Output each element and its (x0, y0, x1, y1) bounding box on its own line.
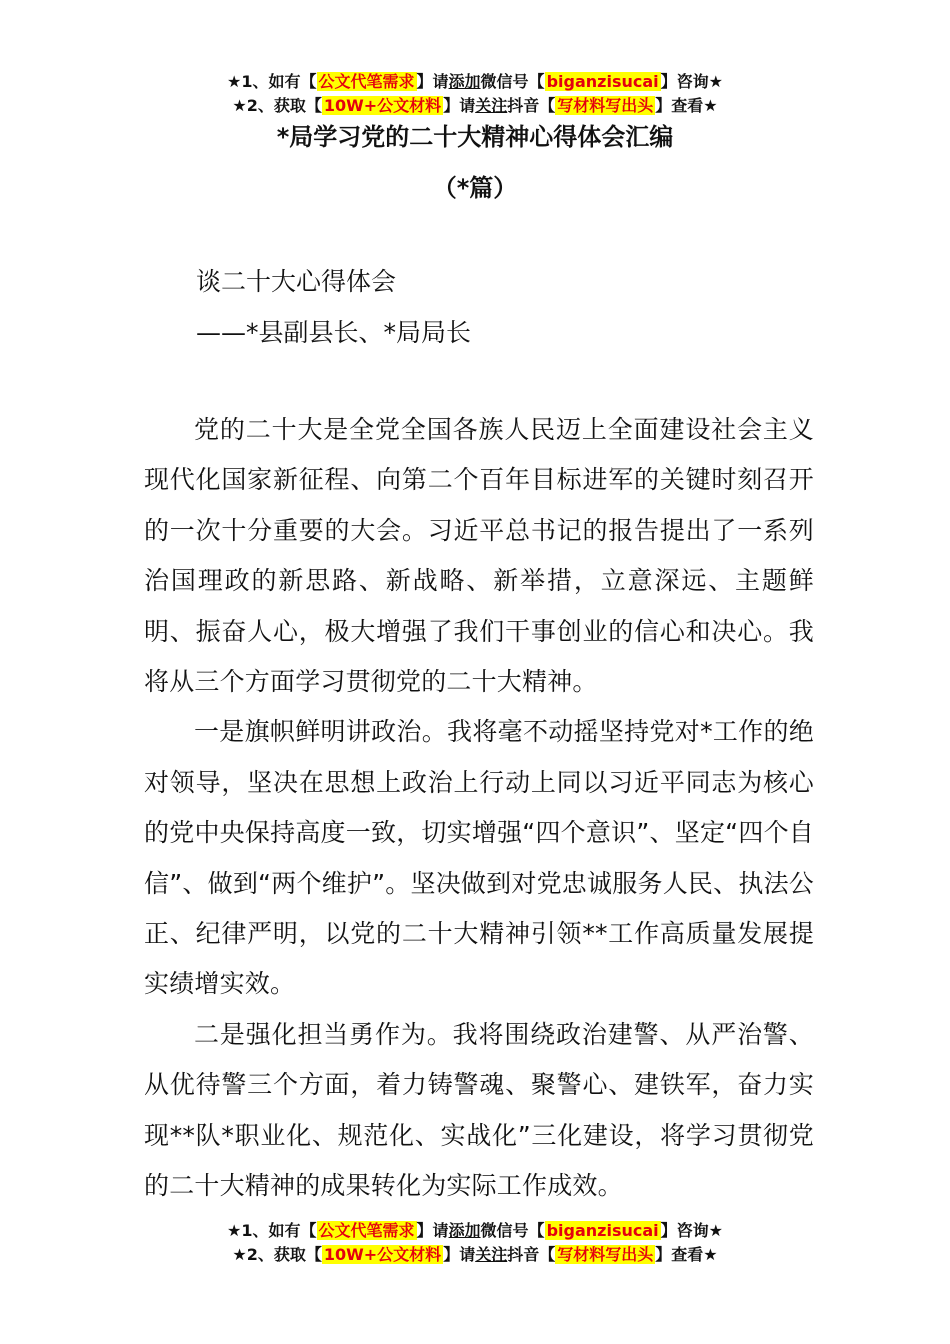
article-author: ——*县副县长、*局局长 (196, 318, 472, 347)
banner-highlight: 公文代笔需求 (318, 72, 415, 91)
banner-highlight: biganzisucai (546, 72, 659, 91)
banner-text: ★1、如有【 (227, 1221, 317, 1240)
article-body (144, 405, 814, 1212)
banner-highlight: 写材料写出头 (557, 1245, 654, 1264)
banner-underline: 添加 (448, 72, 481, 91)
banner-text: 】查看★ (655, 1245, 718, 1264)
banner-highlight: 10W+公文材料 (323, 96, 442, 115)
banner-underline: 关注 (475, 1245, 508, 1264)
banner-highlight: 公文代笔需求 (318, 1221, 415, 1240)
banner-text: 】请 (443, 1245, 476, 1264)
paragraph: 一是旗帜鲜明讲政治。我将毫不动摇坚持党对*工作的绝对领导，坚决在思想上政治上行动上同以习近平同志为核心的党中央保持高度一致，切实增强“四个意识”、坚定“四个自信”、做到“两个维护”。坚决做到对党忠诚服务人民、执法公正、纪律严明，以党的二十大精神引领**工作高质量发展提实绩增实效。 (144, 717, 814, 999)
banner-text: 微信号【 (480, 1221, 545, 1240)
banner-text: 】请 (416, 72, 449, 91)
article-title: 谈二十大心得体会 (196, 267, 397, 296)
document-title: *局学习党的二十大精神心得体会汇编 (276, 123, 674, 151)
banner-text: 】请 (443, 96, 476, 115)
banner-highlight: 10W+公文材料 (323, 1245, 442, 1264)
banner-text: 】咨询★ (660, 72, 723, 91)
bottom-banner-line-2 (0, 1243, 950, 1267)
banner-text: 】请 (416, 1221, 449, 1240)
paragraph: 二是强化担当勇作为。我将围绕政治建警、从严治警、从优待警三个方面，着力铸警魂、聚警心、建铁军，奋力实现**队*职业化、规范化、实战化”三化建设，将学习贯彻党的二十大精神的成果转化为实际工作成效。 (144, 1019, 814, 1201)
banner-text: 抖音【 (507, 1245, 556, 1264)
banner-underline: 添加 (448, 1221, 481, 1240)
banner-text: ★2、获取【 (232, 1245, 322, 1264)
banner-underline: 关注 (475, 96, 508, 115)
banner-text: 抖音【 (507, 96, 556, 115)
banner-text: ★1、如有【 (227, 72, 317, 91)
banner-text: 】查看★ (655, 96, 718, 115)
document-count: （*篇） (432, 174, 518, 202)
banner-text: 微信号【 (480, 72, 545, 91)
paragraph: 党的二十大是全党全国各族人民迈上全面建设社会主义现代化国家新征程、向第二个百年目标进军的关键时刻召开的一次十分重要的大会。习近平总书记的报告提出了一系列治国理政的新思路、新战略、新举措，立意深远、主题鲜明、振奋人心，极大增强了我们干事创业的信心和决心。我将从三个方面学习贯彻党的二十大精神。 (144, 415, 814, 697)
top-banner-line-2 (0, 94, 950, 118)
bottom-banner-line-1 (0, 1219, 950, 1243)
banner-text: ★2、获取【 (232, 96, 322, 115)
banner-highlight: biganzisucai (546, 1221, 659, 1240)
banner-highlight: 写材料写出头 (557, 96, 654, 115)
top-banner-line-1 (0, 70, 950, 94)
banner-text: 】咨询★ (660, 1221, 723, 1240)
